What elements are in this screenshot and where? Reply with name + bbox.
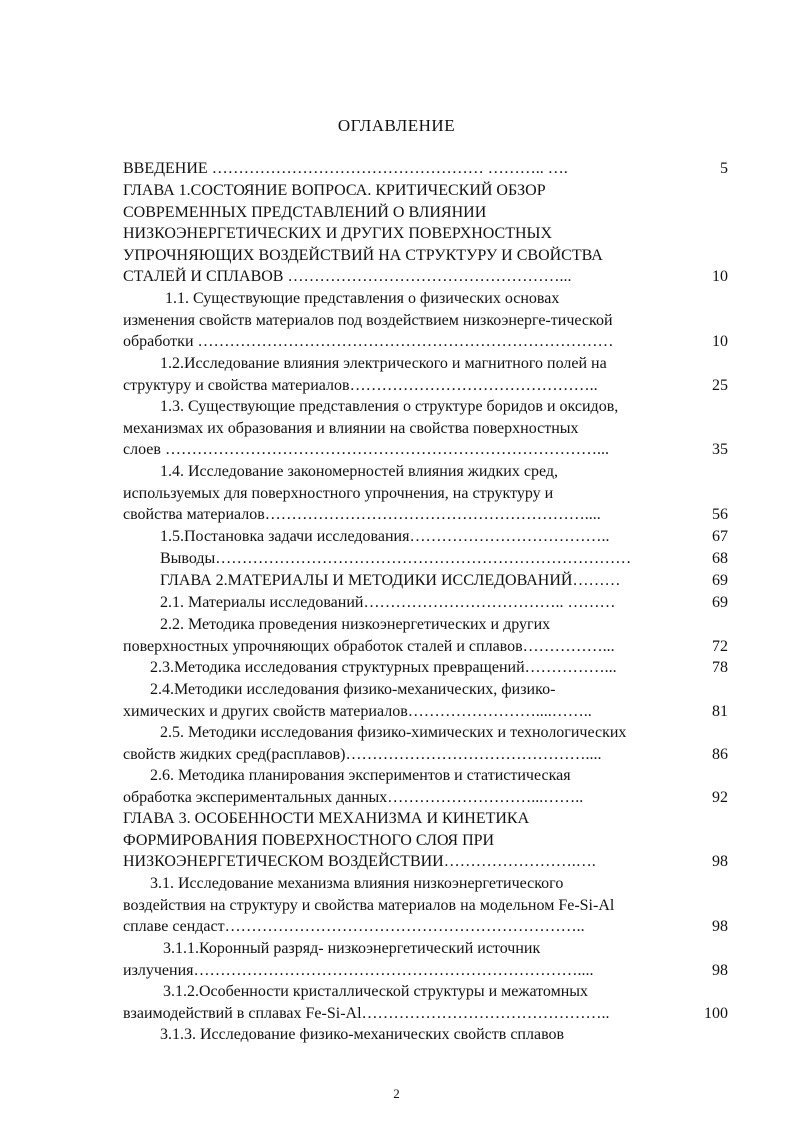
toc-page-number: 56 — [712, 506, 728, 524]
toc-entry-line: 3.1.2.Особенности кристаллической структуры и межатомных — [163, 983, 589, 1000]
toc-entry-line: 2.5. Методики исследования физико-химических и технологических — [160, 724, 627, 741]
toc-page-number: 81 — [712, 702, 728, 720]
toc-page-number: 25 — [712, 376, 728, 394]
toc-entry-line: 2.2. Методика проведения низкоэнергетических и других — [160, 616, 551, 633]
toc-entry-line: ГЛАВА 2.МАТЕРИАЛЫ И МЕТОДИКИ ИССЛЕДОВАНИЙ……… — [160, 572, 621, 589]
toc-entry-line: обработка экспериментальных данных………………………...…….. — [123, 788, 584, 806]
toc-entry-line: механизмах их образования и влиянии на свойства поверхностных — [123, 419, 579, 437]
toc-entry-line: ГЛАВА 3. ОСОБЕННОСТИ МЕХАНИЗМА И КИНЕТИКА — [123, 810, 530, 827]
toc-entry-line: изменения свойств материалов под воздействием низкоэнерге-тической — [123, 311, 613, 329]
footer-page-number: 2 — [393, 1086, 400, 1101]
toc-entry-line: используемых для поверхностного упрочнения, на структуру и — [123, 484, 554, 502]
toc-page-number: 86 — [712, 745, 728, 763]
toc-entry-line: 3.1.1.Коронный разряд- низкоэнергетический источник — [163, 940, 541, 957]
page-title: ОГЛАВЛЕНИЕ — [337, 116, 456, 135]
toc-page-number: 98 — [712, 961, 728, 979]
toc-page-number: 69 — [712, 572, 728, 589]
toc-page-number: 5 — [720, 160, 728, 177]
toc-entry-line: 1.5.Постановка задачи исследования……………………………….. — [160, 528, 610, 545]
toc-entry-line: химических и других свойств материалов……………………....…….. — [123, 702, 592, 720]
toc-entry-line: 2.6. Методика планирования экспериментов и статистическая — [150, 767, 571, 784]
toc-entry-line: 1.3. Существующие представления о структуре боридов и оксидов, — [160, 398, 619, 415]
toc-entry-line: 1.1. Существующие представления о физических основах — [165, 290, 560, 307]
toc-entry-line: взаимодействий в сплавах Fe-Si-Al……………………………………….. — [123, 1004, 610, 1022]
toc-page-number: 98 — [712, 853, 728, 871]
toc-page-number: 100 — [704, 1004, 728, 1022]
toc-entry-line: Выводы…………………………………………………………………… — [160, 550, 632, 567]
toc-entry-line: ГЛАВА 1.СОСТОЯНИЕ ВОПРОСА. КРИТИЧЕСКИЙ ОБЗОР — [123, 182, 546, 199]
toc-entry-line: свойства материалов…………………………………………………….... — [123, 506, 601, 524]
toc-page-number: 69 — [712, 594, 728, 611]
toc-entry-line: 1.2.Исследование влияния электрического и магнитного полей на — [160, 355, 607, 372]
toc-page-number: 35 — [712, 441, 728, 459]
toc-entry-line: 1.4. Исследование закономерностей влияния жидких сред, — [160, 463, 558, 480]
toc-entry-line: обработки …………………………………………………………………… — [123, 333, 614, 351]
toc-entry-line: СОВРЕМЕННЫХ ПРЕДСТАВЛЕНИЙ О ВЛИЯНИИ — [123, 203, 487, 221]
toc-entry-line: поверхностных упрочняющих обработок сталей и сплавов……………... — [123, 637, 615, 655]
toc-entry-line: излучения……………………………………………………………….... — [123, 961, 594, 979]
toc-page-number: 67 — [712, 528, 728, 545]
toc-entry-line: НИЗКОЭНЕРГЕТИЧЕСКОМ ВОЗДЕЙСТВИИ…………………….…. — [123, 853, 596, 871]
toc-entry-line: УПРОЧНЯЮЩИХ ВОЗДЕЙСТВИЙ НА СТРУКТУРУ И СВОЙСТВА — [123, 246, 603, 264]
toc-page-number: 98 — [712, 918, 728, 936]
toc-page-number: 10 — [712, 333, 728, 351]
toc-entry-line: ВВЕДЕНИЕ …………………………………………… ……….. …. — [123, 160, 568, 177]
toc-entry-line: СТАЛЕЙ И СПЛАВОВ ……………………………………………... — [123, 268, 572, 286]
toc-page-number: 10 — [712, 268, 728, 286]
toc-entry-line: воздействия на структуру и свойства материалов на модельном Fe-Si-Al — [123, 896, 615, 914]
toc-page-number: 92 — [712, 788, 728, 806]
toc-entry-line: 2.4.Методики исследования физико-механических, физико- — [150, 681, 556, 698]
toc-entry-line: 3.1. Исследование механизма влияния низкоэнергетического — [150, 875, 564, 892]
toc-page-number: 68 — [712, 550, 728, 567]
toc-page-number: 72 — [712, 637, 728, 655]
toc-entry-line: свойств жидких сред(расплавов)……………………………………….... — [123, 745, 602, 763]
toc-entry-line: ФОРМИРОВАНИЯ ПОВЕРХНОСТНОГО СЛОЯ ПРИ — [123, 831, 495, 849]
toc-entry-line: 3.1.3. Исследование физико-механических свойств сплавов — [160, 1026, 565, 1043]
toc-entry-line: 2.1. Материалы исследований……………………………….. ……… — [160, 594, 616, 611]
toc-entry-line: 2.3.Методика исследования структурных превращений……………... — [150, 659, 617, 676]
toc-entry-line: НИЗКОЭНЕРГЕТИЧЕСКИХ И ДРУГИХ ПОВЕРХНОСТНЫХ — [123, 225, 553, 243]
toc-entry-line: структуру и свойства материалов……………………………………….. — [123, 376, 598, 394]
toc-entry-line: слоев ………………………………………………………………………... — [123, 441, 609, 459]
toc-entry-line: сплаве сендаст………………………………………………………….. — [123, 918, 585, 936]
toc-page-number: 78 — [712, 659, 728, 676]
